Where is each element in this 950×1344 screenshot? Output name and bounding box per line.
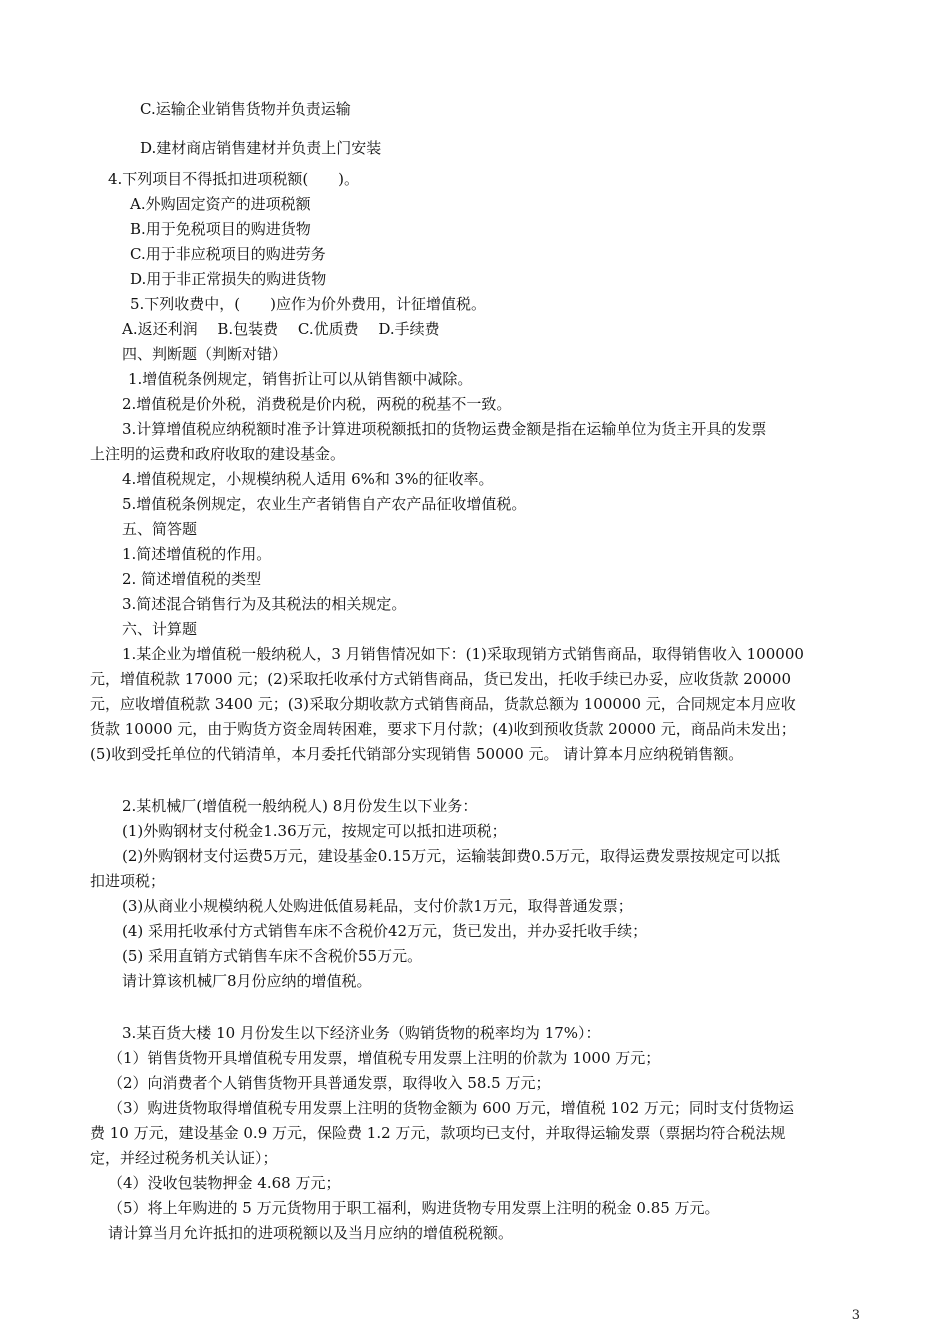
section-heading: 五、简答题 [122, 520, 198, 538]
text-line: 5.下列收费中，( )应作为价外费用，计征增值税。 [130, 295, 487, 313]
text-line: D.用于非正常损失的购进货物 [130, 270, 327, 288]
text-line: (4) 采用托收承付方式销售车床不含税价42万元，货已发出，并办妥托收手续； [122, 922, 648, 940]
text-line: A.外购固定资产的进项税额 [130, 195, 311, 213]
text-line: C.用于非应税项目的购进劳务 [130, 245, 326, 263]
text-line: 2. 简述增值税的类型 [122, 570, 262, 588]
text-line: D.建材商店销售建材并负责上门安装 [140, 139, 382, 157]
text-line: (5) 采用直销方式销售车床不含税价55万元。 [122, 947, 423, 965]
text-line: （5）将上年购进的 5 万元货物用于职工福利，购进货物专用发票上注明的税金 0.85 万元。 [108, 1199, 720, 1217]
text-line: 定，并经过税务机关认证）； [90, 1149, 278, 1167]
text-line: B.用于免税项目的购进货物 [130, 220, 311, 238]
text-line: 扣进项税； [90, 872, 166, 890]
text-line: （2）向消费者个人销售货物开具普通发票，取得收入 58.5 万元； [108, 1074, 551, 1092]
text-line: 1.某企业为增值税一般纳税人，3 月销售情况如下：(1)采取现销方式销售商品，取得销售收入 100000 [122, 645, 804, 663]
text-line: A.返还利润 B.包装费 C.优质费 D.手续费 [122, 320, 440, 338]
text-line: 货款 10000 元，由于购货方资金周转困难，要求下月付款；(4)收到预收货款 20000 元，商品尚未发出； [90, 720, 796, 738]
text-line: (3)从商业小规模纳税人处购进低值易耗品，支付价款1万元，取得普通发票； [122, 897, 633, 915]
text-line: 1.增值税条例规定，销售折让可以从销售额中减除。 [128, 370, 473, 388]
text-line: 1.简述增值税的作用。 [122, 545, 272, 563]
text-line: 3.某百货大楼 10 月份发生以下经济业务（购销货物的税率均为 17%）： [122, 1024, 601, 1042]
text-line: 请计算该机械厂8月份应纳的增值税。 [122, 972, 372, 990]
text-line: 3.计算增值税应纳税额时准予计算进项税额抵扣的货物运费金额是指在运输单位为货主开具的发票 [122, 420, 767, 438]
text-line: 2.增值税是价外税，消费税是价内税，两税的税基不一致。 [122, 395, 512, 413]
section-heading: 六、计算题 [122, 620, 198, 638]
text-line: 费 10 万元，建设基金 0.9 万元，保险费 1.2 万元，款项均已支付，并取得运输发票（票据均符合税法规 [90, 1124, 786, 1142]
text-line: 5.增值税条例规定，农业生产者销售自产农产品征收增值税。 [122, 495, 527, 513]
text-line: (5)收到受托单位的代销清单，本月委托代销部分实现销售 50000 元。 请计算本月应纳税销售额。 [90, 745, 744, 763]
page-number: 3 [851, 1308, 860, 1323]
text-line: 4.下列项目不得抵扣进项税额( )。 [108, 170, 360, 188]
text-line: 元，增值税款 17000 元；(2)采取托收承付方式销售商品，货已发出，托收手续已办妥，应收货款 20000 [90, 670, 791, 688]
text-line: C.运输企业销售货物并负责运输 [140, 100, 351, 118]
text-line: (1)外购钢材支付税金1.36万元，按规定可以抵扣进项税； [122, 822, 507, 840]
section-heading: 四、判断题（判断对错） [122, 345, 288, 363]
text-line: 2.某机械厂(增值税一般纳税人) 8月份发生以下业务： [122, 797, 478, 815]
text-line: 上注明的运费和政府收取的建设基金。 [90, 445, 346, 463]
text-line: 4.增值税规定，小规模纳税人适用 6%和 3%的征收率。 [122, 470, 494, 488]
text-line: 元，应收增值税款 3400 元；(3)采取分期收款方式销售商品，货款总额为 100000 元，合同规定本月应收 [90, 695, 796, 713]
text-line: （3）购进货物取得增值税专用发票上注明的货物金额为 600 万元，增值税 102 万元；同时支付货物运 [108, 1099, 794, 1117]
text-line: （4）没收包装物押金 4.68 万元； [108, 1174, 341, 1192]
text-line: 请计算当月允许抵扣的进项税额以及当月应纳的增值税税额。 [108, 1224, 514, 1242]
text-line: (2)外购钢材支付运费5万元，建设基金0.15万元，运输装卸费0.5万元，取得运费发票按规定可以抵 [122, 847, 781, 865]
text-line: （1）销售货物开具增值税专用发票，增值税专用发票上注明的价款为 1000 万元； [108, 1049, 661, 1067]
text-line: 3.简述混合销售行为及其税法的相关规定。 [122, 595, 407, 613]
